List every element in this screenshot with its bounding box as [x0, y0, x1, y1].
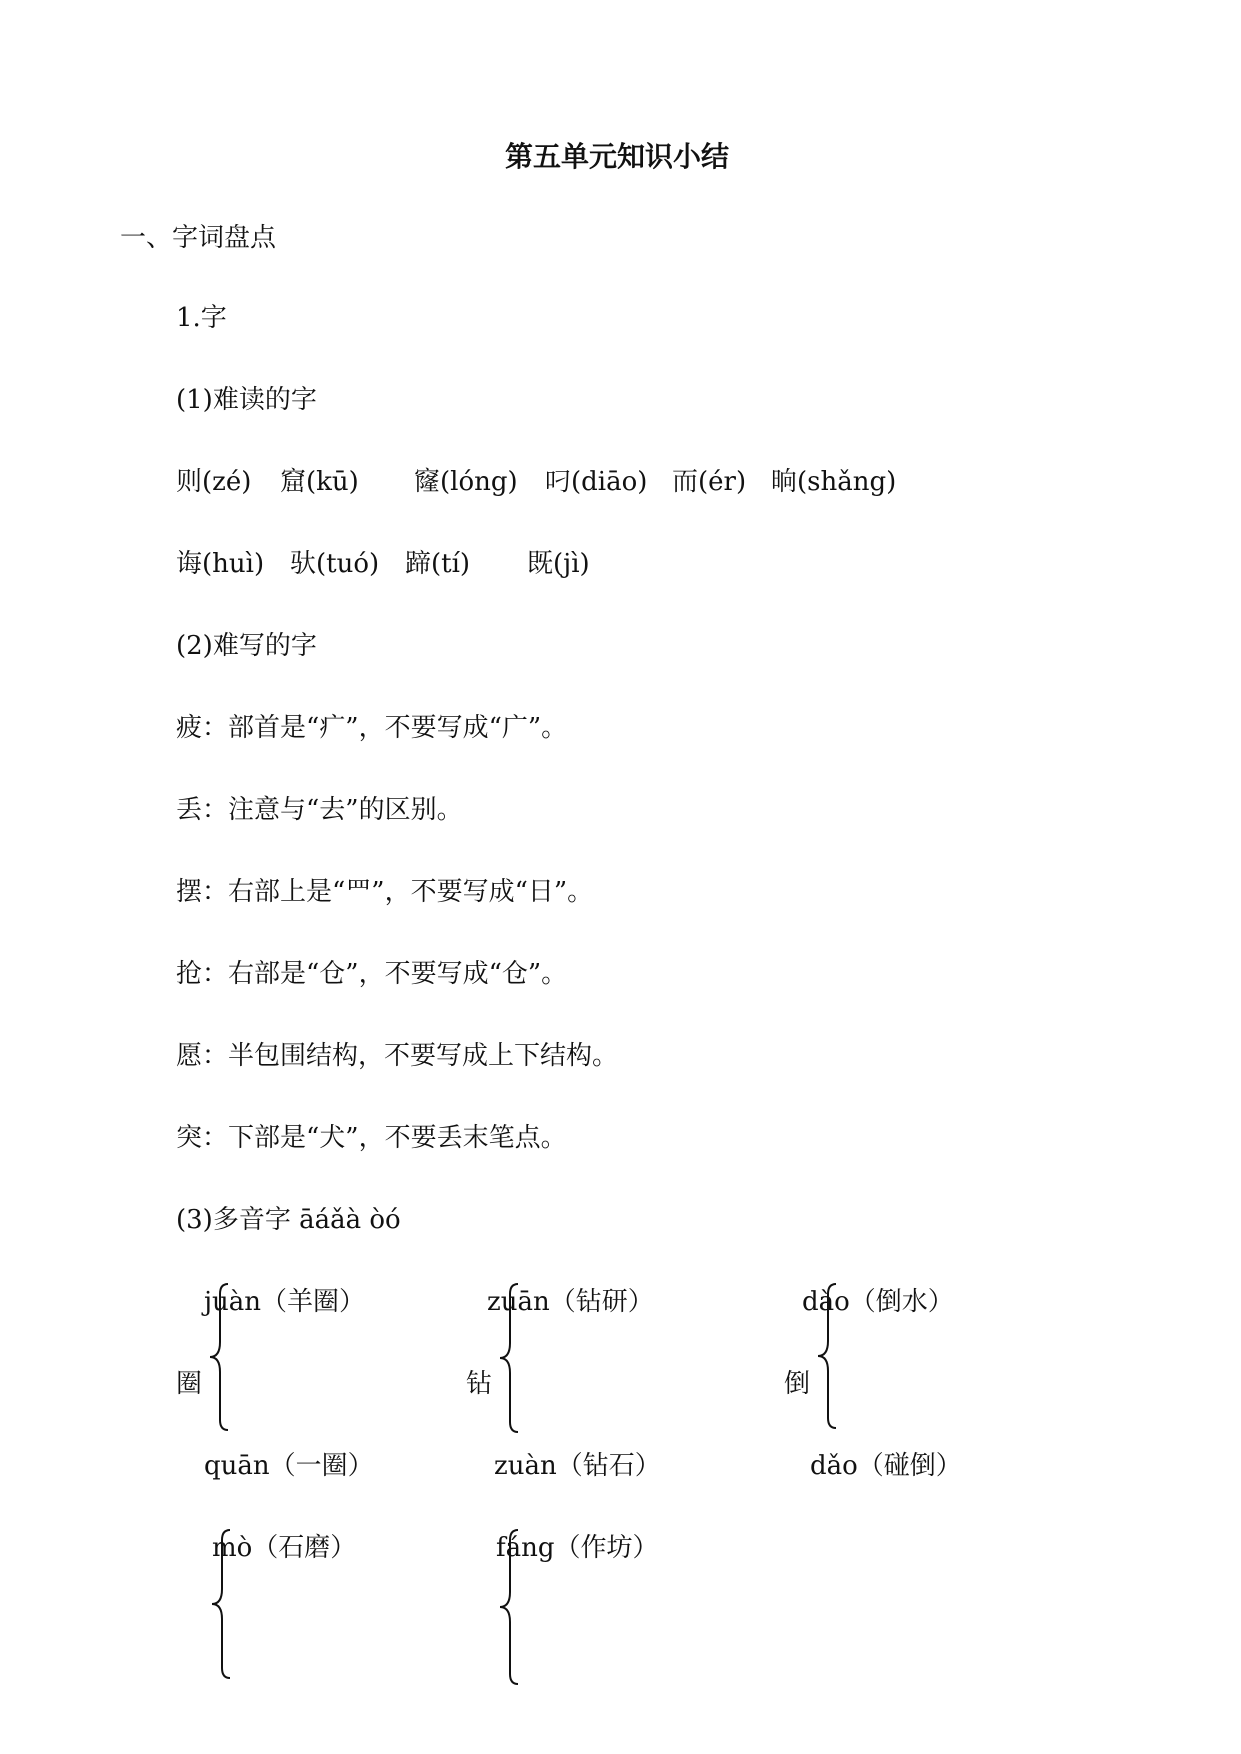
hard-read-item: 诲(huì) — [176, 549, 265, 579]
curly-brace — [204, 1282, 236, 1432]
polyphone-char: 圈 — [176, 1369, 203, 1399]
hard-read-item: 叼(diāo) — [545, 467, 648, 497]
hard-write-item: 突：下部是“犬”，不要丢末笔点。 — [176, 1123, 567, 1153]
curly-brace — [494, 1528, 526, 1686]
hard-read-item: 蹄(tí) — [405, 549, 471, 579]
polyphone-reading-top: fáng（作坊） — [496, 1533, 659, 1563]
curly-brace — [812, 1282, 844, 1430]
polyphone-reading-bottom: quān（一圈） — [204, 1451, 374, 1481]
section-heading-words: 一、字词盘点 — [120, 223, 277, 253]
polyphone-reading-top: zuān（钻研） — [487, 1287, 654, 1317]
page-title: 第五单元知识小结 — [505, 140, 730, 173]
hard-read-heading: (1)难读的字 — [176, 385, 317, 415]
hard-read-item: 则(zé) — [176, 467, 252, 497]
polyphone-char: 钻 — [466, 1369, 493, 1399]
polyphone-reading-top: dào（倒水） — [802, 1287, 954, 1317]
curly-brace — [494, 1282, 526, 1434]
hard-write-item: 抢：右部是“仓”，不要写成“仓”。 — [176, 959, 568, 989]
hard-write-item: 摆：右部上是“罒”，不要写成“日”。 — [176, 877, 594, 907]
hard-write-item: 丢：注意与“去”的区别。 — [176, 795, 463, 825]
curly-brace — [206, 1528, 238, 1680]
polyphone-reading-top: mò（石磨） — [212, 1533, 357, 1563]
hard-read-item: 而(ér) — [672, 467, 747, 497]
hard-read-item: 晌(shǎng) — [771, 467, 897, 497]
hard-write-item: 愿：半包围结构，不要写成上下结构。 — [176, 1041, 619, 1071]
polyphone-reading-top: juàn（羊圈） — [204, 1287, 366, 1317]
polyphone-reading-bottom: zuàn（钻石） — [494, 1451, 661, 1481]
hard-read-item: 既(jì) — [527, 549, 590, 579]
hard-write-heading: (2)难写的字 — [176, 631, 317, 661]
hard-write-item: 疲：部首是“疒”，不要写成“广”。 — [176, 713, 568, 743]
subsection-heading-characters: 1.字 — [176, 303, 227, 333]
hard-read-item: 驮(tuó) — [290, 549, 380, 579]
polyphone-heading: (3)多音字 āáǎà òó — [176, 1205, 401, 1235]
hard-read-item: 窟(kū) — [280, 467, 359, 497]
polyphone-char: 倒 — [784, 1369, 811, 1399]
polyphone-reading-bottom: dǎo（碰倒） — [810, 1451, 962, 1481]
hard-read-item: 窿(lóng) — [414, 467, 518, 497]
